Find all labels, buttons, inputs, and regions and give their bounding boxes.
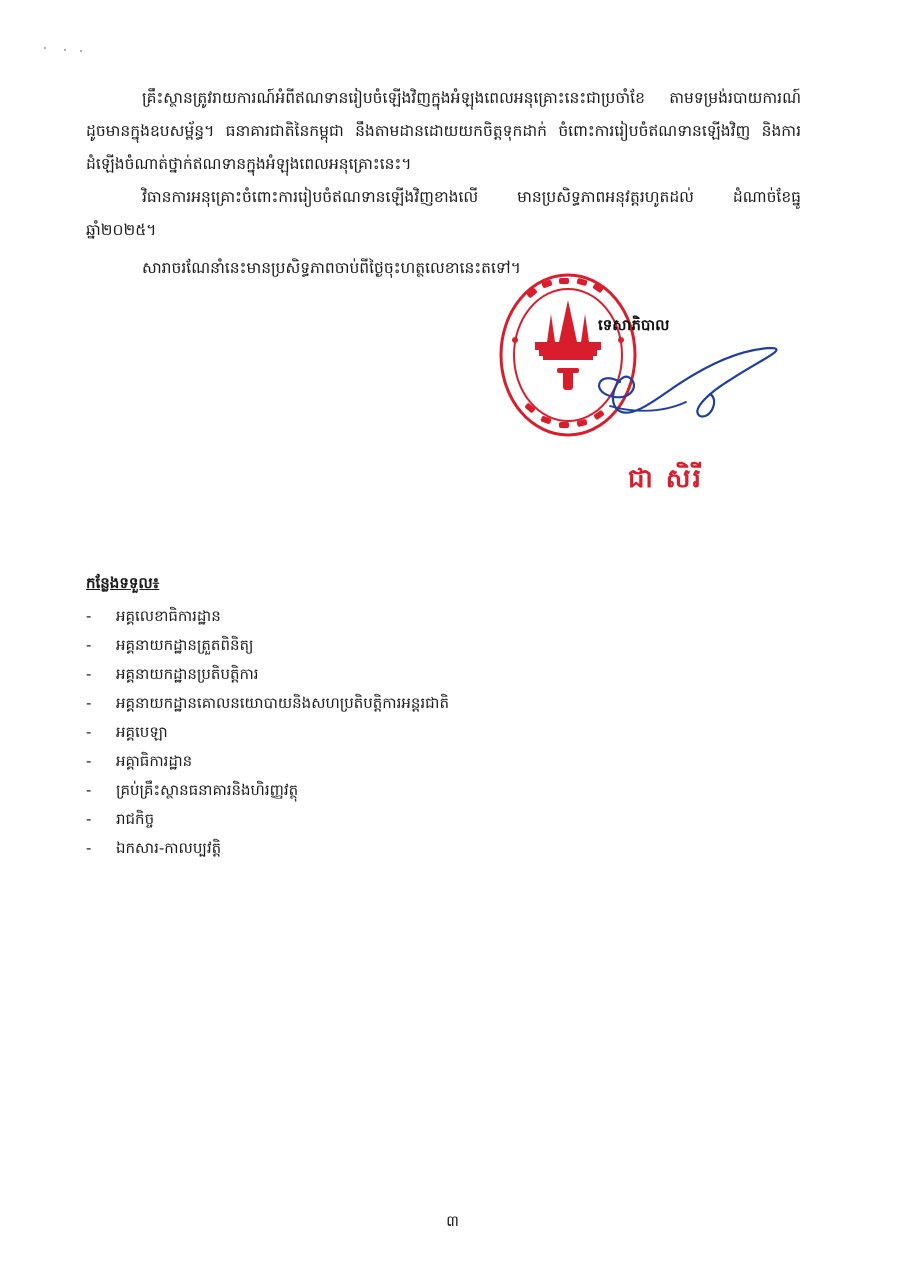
signer-title: ទេសាភិបាល xyxy=(598,316,670,334)
scan-speck xyxy=(64,49,66,51)
page-number: ៣ xyxy=(446,1212,459,1230)
paragraph-effective-date: សារាចរណែនាំនេះមានប្រសិទ្ធភាពចាប់ពីថ្ងៃចុះហត្ថលេខានេះតទៅ។ xyxy=(142,259,521,277)
paragraph-reporting: គ្រឹះស្ថានត្រូវរាយការណ៍អំពីឥណទានរៀបចំឡើងវិញក្នុងអំឡុងពេលអនុគ្រោះនេះជាប្រចាំខែ តាមទម្រង់របាយការណ៍ ដូចមានក្នុងឧបសម្ព័ន្ធ។ ធនាគារជាតិនៃកម្ពុជា នឹងតាមដានដោយយកចិត្តទុកដាក់ ចំពោះការរៀបចំឥណទានឡើងវិញ និងការដំឡើងចំណាត់ថ្នាក់ឥណទានក្នុងអំឡុងពេលអនុគ្រោះនេះ។ xyxy=(86,89,801,173)
recipient-label: អគ្គបេឡា xyxy=(116,723,168,741)
recipient-label: គ្រប់គ្រឹះស្ថានធនាគារនិងហិរញ្ញវត្ថុ xyxy=(116,781,299,799)
list-bullet: - xyxy=(86,665,92,683)
handwritten-signature xyxy=(560,330,790,440)
list-bullet: - xyxy=(86,839,92,857)
list-bullet: - xyxy=(86,694,92,712)
recipient-label: អគ្គាធិការដ្ឋាន xyxy=(116,752,193,770)
list-item xyxy=(86,805,449,834)
recipients-list xyxy=(86,602,449,863)
recipient-label: រាជកិច្ច xyxy=(116,810,155,828)
list-bullet: - xyxy=(86,781,92,799)
list-item xyxy=(86,631,449,660)
recipient-label: អគ្គនាយកដ្ឋានគោលនយោបាយនិងសហប្រតិបត្តិការអន្តរជាតិ xyxy=(116,694,449,712)
list-item xyxy=(86,660,449,689)
list-item xyxy=(86,776,449,805)
list-item xyxy=(86,689,449,718)
list-bullet: - xyxy=(86,636,92,654)
recipients-heading: កន្លែងទទួល៖ xyxy=(86,574,160,592)
list-item xyxy=(86,747,449,776)
scan-speck xyxy=(44,47,46,49)
list-item xyxy=(86,718,449,747)
signer-name: ជា សិរី xyxy=(628,464,703,494)
list-item xyxy=(86,834,449,863)
recipient-label: អគ្គនាយកដ្ឋានប្រតិបត្តិការ xyxy=(116,665,259,683)
list-bullet: - xyxy=(86,810,92,828)
list-bullet: - xyxy=(86,607,92,625)
list-bullet: - xyxy=(86,723,92,741)
recipient-label: ឯកសារ-កាលប្បវត្តិ xyxy=(116,839,222,857)
list-item xyxy=(86,602,449,631)
recipient-label: អគ្គលេខាធិការដ្ឋាន xyxy=(116,607,221,625)
list-bullet: - xyxy=(86,752,92,770)
paragraph-effective-measure: វិធានការអនុគ្រោះចំពោះការរៀបចំឥណទានឡើងវិញខាងលើ មានប្រសិទ្ធភាពអនុវត្តរហូតដល់ ដំណាច់ខែធ្នូ ឆ្នាំ២០២៥។ xyxy=(86,188,801,239)
recipient-label: អគ្គនាយកដ្ឋានត្រួតពិនិត្យ xyxy=(116,636,254,654)
scan-speck xyxy=(80,50,82,52)
